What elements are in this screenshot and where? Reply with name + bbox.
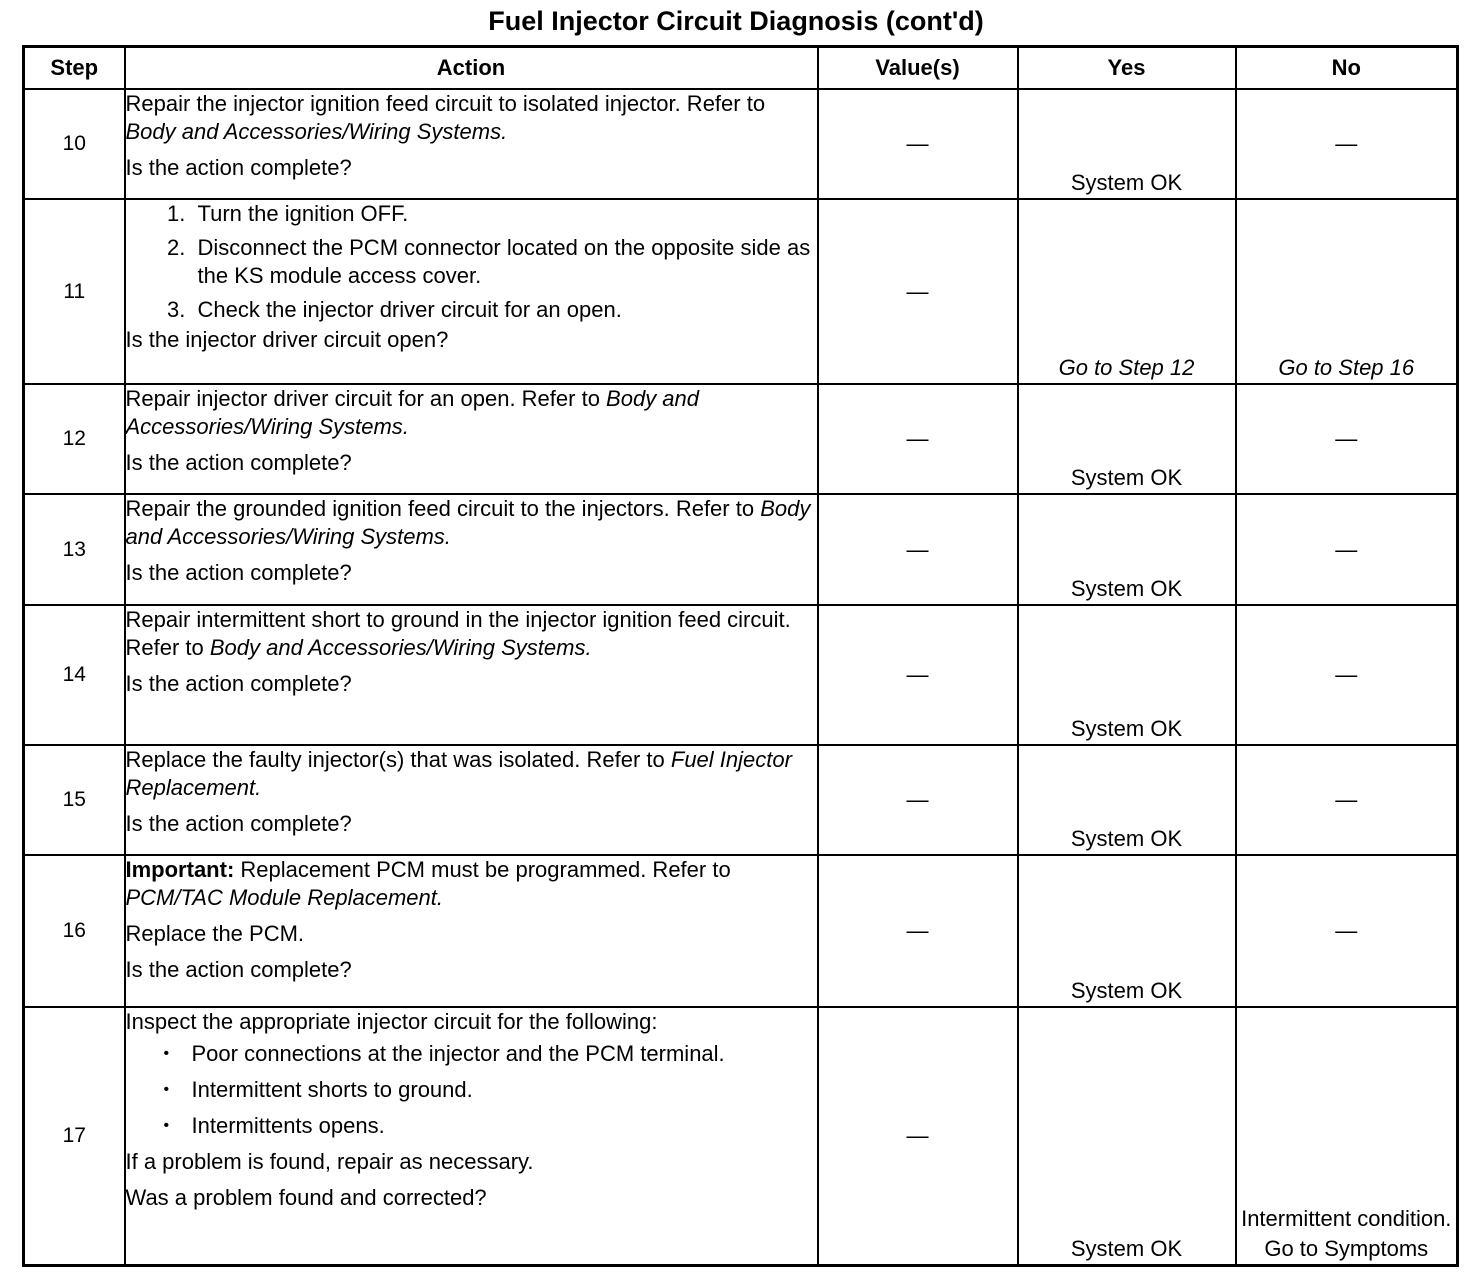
- action-text: Repair intermittent short to ground in the injector ignition feed circuit. Refer to: [125, 606, 791, 660]
- step-number: 15: [24, 745, 125, 855]
- value-cell: —: [818, 89, 1018, 199]
- action-text: Replace the faulty injector(s) that was isolated. Refer to: [125, 746, 671, 772]
- list-item: 3. Check the injector driver circuit for an open.: [192, 296, 817, 324]
- reference-link: Body and Accessories/Wiring Systems.: [125, 496, 811, 550]
- list-item: • Intermittent shorts to ground.: [190, 1076, 817, 1104]
- no-cell: Intermittent condition. Go to Symptoms: [1236, 1007, 1458, 1265]
- reference-link: Body and Accessories/Wiring Systems.: [209, 634, 592, 660]
- yes-cell: System OK: [1018, 494, 1236, 604]
- yes-cell: System OK: [1018, 384, 1236, 494]
- header-values: Value(s): [818, 47, 1018, 90]
- action-cell: [125, 89, 818, 199]
- action-question: Is the action complete?: [125, 670, 352, 696]
- list-item: • Poor connections at the injector and the PCM terminal.: [190, 1040, 817, 1068]
- table-row: [24, 855, 1458, 1007]
- value-cell: —: [818, 199, 1018, 384]
- table-row: [24, 605, 1458, 745]
- table-row: [24, 384, 1458, 494]
- table-row: [24, 199, 1458, 384]
- step-number: 16: [24, 855, 125, 1007]
- action-cell: [125, 199, 818, 384]
- reference-link: Body and Accessories/Wiring Systems.: [125, 119, 508, 144]
- yes-cell: System OK: [1018, 855, 1236, 1007]
- step-number: 11: [24, 199, 125, 384]
- value-cell: —: [818, 1007, 1018, 1265]
- reference-link: Body and Accessories/Wiring Systems.: [125, 386, 700, 440]
- value-cell: —: [818, 384, 1018, 494]
- important-label: Important:: [125, 856, 235, 882]
- action-intro: Inspect the appropriate injector circuit for the following:: [125, 1009, 658, 1035]
- header-no: No: [1236, 47, 1458, 90]
- no-cell: —: [1236, 384, 1458, 494]
- header-action: Action: [125, 47, 818, 90]
- step-number: 17: [24, 1007, 125, 1265]
- table-row: [24, 89, 1458, 199]
- value-cell: —: [818, 745, 1018, 855]
- header-yes: Yes: [1018, 47, 1236, 90]
- no-cell: Go to Step 16: [1236, 199, 1458, 384]
- no-cell: —: [1236, 89, 1458, 199]
- action-cell: [125, 605, 818, 745]
- yes-cell: System OK: [1018, 89, 1236, 199]
- table-row: [24, 745, 1458, 855]
- reference-link: PCM/TAC Module Replacement.: [125, 884, 443, 910]
- no-cell: —: [1236, 494, 1458, 604]
- list-item: 1. Turn the ignition OFF.: [192, 200, 817, 228]
- action-question: Is the action complete?: [125, 810, 352, 836]
- no-cell: —: [1236, 605, 1458, 745]
- action-question: Is the action complete?: [125, 450, 352, 476]
- table-row: [24, 1007, 1458, 1265]
- yes-cell: System OK: [1018, 605, 1236, 745]
- inspection-list: [126, 1040, 817, 1140]
- action-question: Was a problem found and corrected?: [125, 1185, 487, 1211]
- no-cell: —: [1236, 855, 1458, 1007]
- value-cell: —: [818, 855, 1018, 1007]
- step-number: 10: [24, 89, 125, 199]
- list-item: 2. Disconnect the PCM connector located on the opposite side as the KS module access cover.: [192, 234, 817, 290]
- yes-cell: System OK: [1018, 1007, 1236, 1265]
- no-cell: —: [1236, 745, 1458, 855]
- yes-cell: System OK: [1018, 745, 1236, 855]
- reference-link: Fuel Injector Replacement.: [125, 746, 792, 800]
- page-title: Fuel Injector Circuit Diagnosis (cont'd): [488, 6, 984, 36]
- action-question: Is the action complete?: [125, 956, 352, 982]
- table-row: [24, 494, 1458, 604]
- step-number: 12: [24, 384, 125, 494]
- value-cell: —: [818, 605, 1018, 745]
- action-cell: [125, 745, 818, 855]
- action-extra: Replace the PCM.: [125, 920, 305, 946]
- diagnosis-table: [22, 45, 1459, 1267]
- action-cell: [125, 384, 818, 494]
- value-cell: —: [818, 494, 1018, 604]
- action-cell: [125, 1007, 818, 1265]
- action-text: Repair the injector ignition feed circuit to isolated injector. Refer to: [125, 91, 766, 116]
- action-question: Is the action complete?: [125, 155, 352, 180]
- list-item: • Intermittents opens.: [190, 1112, 817, 1140]
- step-number: 13: [24, 494, 125, 604]
- action-text: Repair injector driver circuit for an open. Refer to: [125, 386, 607, 412]
- header-step: Step: [24, 47, 125, 90]
- header-row: [24, 47, 1458, 90]
- action-cell: [125, 494, 818, 604]
- action-extra: If a problem is found, repair as necessary.: [125, 1149, 534, 1175]
- action-text: Replacement PCM must be programmed. Refer to: [234, 856, 731, 882]
- action-question: Is the action complete?: [125, 560, 352, 586]
- yes-cell: Go to Step 12: [1018, 199, 1236, 384]
- step-number: 14: [24, 605, 125, 745]
- action-text: Repair the grounded ignition feed circuit to the injectors. Refer to: [125, 496, 761, 522]
- action-steps-list: [126, 200, 817, 324]
- action-cell: [125, 855, 818, 1007]
- action-question: Is the injector driver circuit open?: [125, 327, 449, 353]
